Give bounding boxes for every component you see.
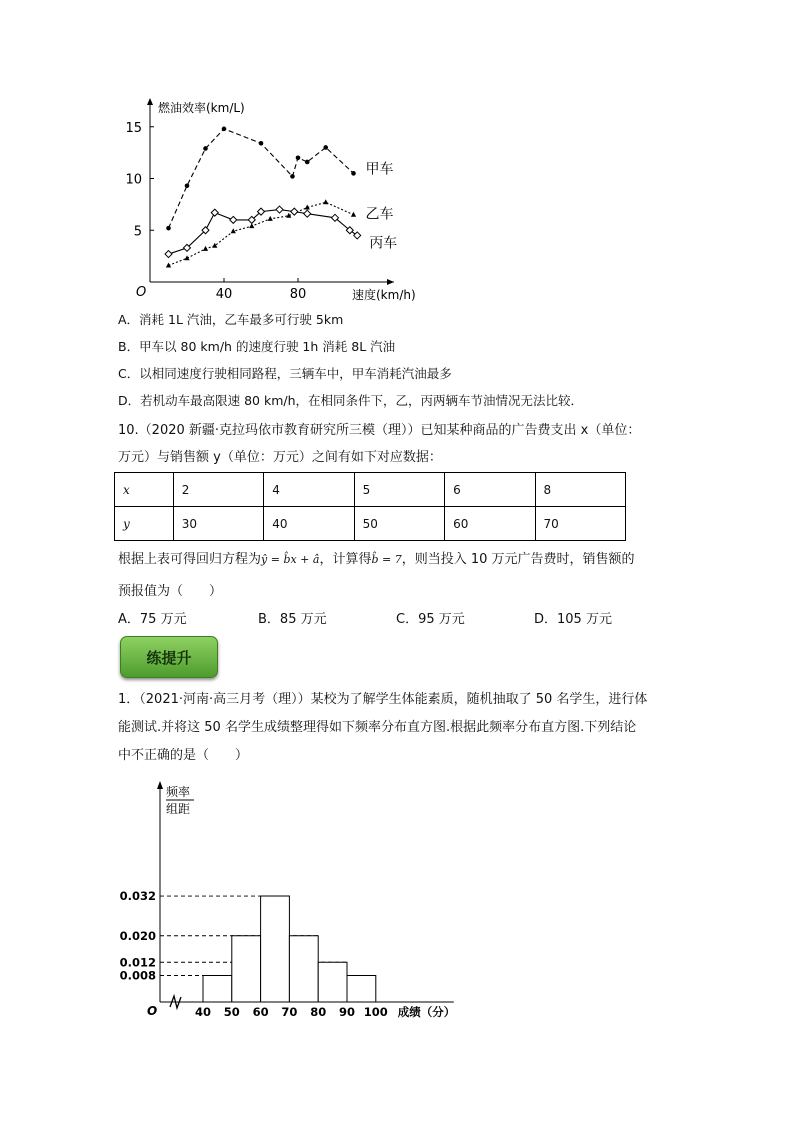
data-point (268, 216, 273, 221)
data-point (323, 199, 328, 204)
data-table (114, 472, 626, 541)
option-a: A．消耗 1L 汽油，乙车最多可行驶 5km (118, 312, 344, 327)
x-tick-label: 70 (281, 1005, 298, 1019)
fuel-efficiency-chart (120, 92, 420, 307)
series-label: 丙车 (369, 235, 398, 252)
y-tick-label: 0.032 (120, 889, 156, 904)
x-tick-label: 80 (289, 287, 307, 302)
y-tick-label: 5 (133, 224, 142, 240)
regression-equation: ŷ = b̂x + â (261, 553, 320, 566)
data-point (185, 183, 190, 188)
q10-text-a: 根据上表可得回归方程为 (118, 552, 262, 567)
histogram-bar (289, 936, 318, 1002)
q10-stem-line3 (118, 548, 635, 567)
series-label: 乙车 (365, 206, 394, 223)
series-line-3 (169, 210, 358, 255)
q10-answer-d: D．105 万元 (534, 612, 612, 627)
table-cell: 60 (445, 507, 535, 541)
x-tick-label: 40 (194, 1005, 212, 1019)
y-tick-label: 0.020 (120, 928, 156, 943)
data-point (296, 156, 301, 161)
q1-stem-line2: 能测试.并将这 50 名学生成绩整理得如下频率分布直方图.根据此频率分布直方图.下列结论 (118, 720, 637, 735)
q10-stem-line1: 10.（2020 新疆·克拉玛依市教育研究所三模（理））已知某种商品的广告费支出 x（单位： (118, 423, 641, 438)
x-tick-label: 90 (338, 1005, 356, 1019)
q10-text-b: ，计算得 (319, 552, 372, 567)
histogram-bar (232, 936, 261, 1002)
table-cell: 6 (445, 473, 535, 507)
data-point (323, 145, 328, 150)
data-point (276, 206, 283, 213)
table-cell: 70 (535, 507, 625, 541)
histogram-bar (203, 976, 232, 1002)
data-point (305, 160, 310, 165)
q10-stem-line2: 万元）与销售额 y（单位：万元）之间有如下对应数据： (118, 450, 442, 465)
table-cell: 40 (264, 507, 354, 541)
q10-answer-a: A．75 万元 (118, 612, 187, 627)
q10-text-c: ，则当投入 10 万元广告费时，销售额的 (401, 552, 635, 567)
table-row (115, 507, 626, 541)
y-tick-label: 15 (125, 120, 142, 136)
frequency-histogram (120, 775, 480, 1020)
q10-stem-line4: 预报值为（ ） (118, 584, 223, 599)
y-axis-arrow (147, 98, 153, 105)
table-cell: 50 (354, 507, 444, 541)
y-tick-label: 0.012 (120, 955, 156, 970)
y-label-top: 频率 (166, 785, 191, 799)
q10-answer-c: C．95 万元 (396, 612, 465, 627)
table-cell: 8 (535, 473, 625, 507)
table-row (115, 473, 626, 507)
data-point (231, 228, 236, 233)
histogram-bar (261, 896, 290, 1002)
section-badge: 练提升 (120, 636, 218, 678)
data-point (165, 251, 172, 258)
data-point (203, 246, 208, 251)
table-cell: 4 (264, 473, 354, 507)
data-point (290, 174, 295, 179)
option-c: C．以相同速度行驶相同路程，三辆车中，甲车消耗汽油最多 (118, 366, 452, 381)
data-point (304, 210, 311, 217)
q1-stem-line3: 中不正确的是（ ） (118, 748, 249, 763)
y-tick-label: 10 (125, 172, 142, 188)
data-point (212, 243, 217, 248)
b-value: b̂ = 7 (371, 553, 402, 566)
data-point (222, 127, 227, 132)
y-tick-label: 0.008 (120, 968, 156, 983)
data-point (203, 146, 208, 151)
axis-break (170, 996, 181, 1008)
x-tick-label: 60 (252, 1005, 269, 1019)
x-axis-label: 成绩（分） (397, 1005, 456, 1019)
option-d: D．若机动车最高限速 80 km/h，在相同条件下，乙，丙两辆车节油情况无法比较． (118, 393, 584, 408)
data-point (230, 216, 237, 223)
x-tick-label: 40 (215, 287, 233, 302)
x-tick-label: 80 (310, 1005, 327, 1019)
data-point (354, 232, 361, 239)
origin-label: O (136, 285, 147, 300)
line-chart-axes (125, 98, 415, 302)
y-axis-arrow (157, 781, 163, 789)
histogram-bar (347, 976, 376, 1002)
series-label: 甲车 (365, 161, 394, 178)
table-cell: 2 (173, 473, 263, 507)
data-point (211, 209, 218, 216)
origin-label: O (147, 1004, 158, 1018)
table-cell: y (115, 507, 174, 541)
q10-answer-b: B．85 万元 (258, 612, 327, 627)
line-chart-marks (165, 127, 397, 268)
x-axis-label: 速度(km/h) (352, 288, 416, 302)
histogram-marks (203, 896, 376, 1002)
data-point (351, 212, 356, 217)
table-cell: 5 (354, 473, 444, 507)
option-b: B．甲车以 80 km/h 的速度行驶 1h 消耗 8L 汽油 (118, 339, 396, 354)
data-point (351, 171, 356, 176)
data-point (291, 208, 298, 215)
y-axis-label: 燃油效率(km/L) (158, 101, 245, 115)
q1-stem-line1: 1．（2021·河南·高三月考（理））某校为了解学生体能素质，随机抽取了 50 名学生，进行体 (118, 692, 648, 707)
y-label-bottom: 组距 (166, 802, 191, 816)
data-point (166, 226, 171, 231)
x-axis-arrow (387, 279, 394, 285)
table-cell: x (115, 473, 174, 507)
data-point (259, 141, 264, 146)
table-cell: 30 (173, 507, 263, 541)
x-tick-label: 100 (363, 1005, 388, 1019)
x-tick-label: 50 (223, 1005, 240, 1019)
histogram-bar (318, 962, 347, 1002)
